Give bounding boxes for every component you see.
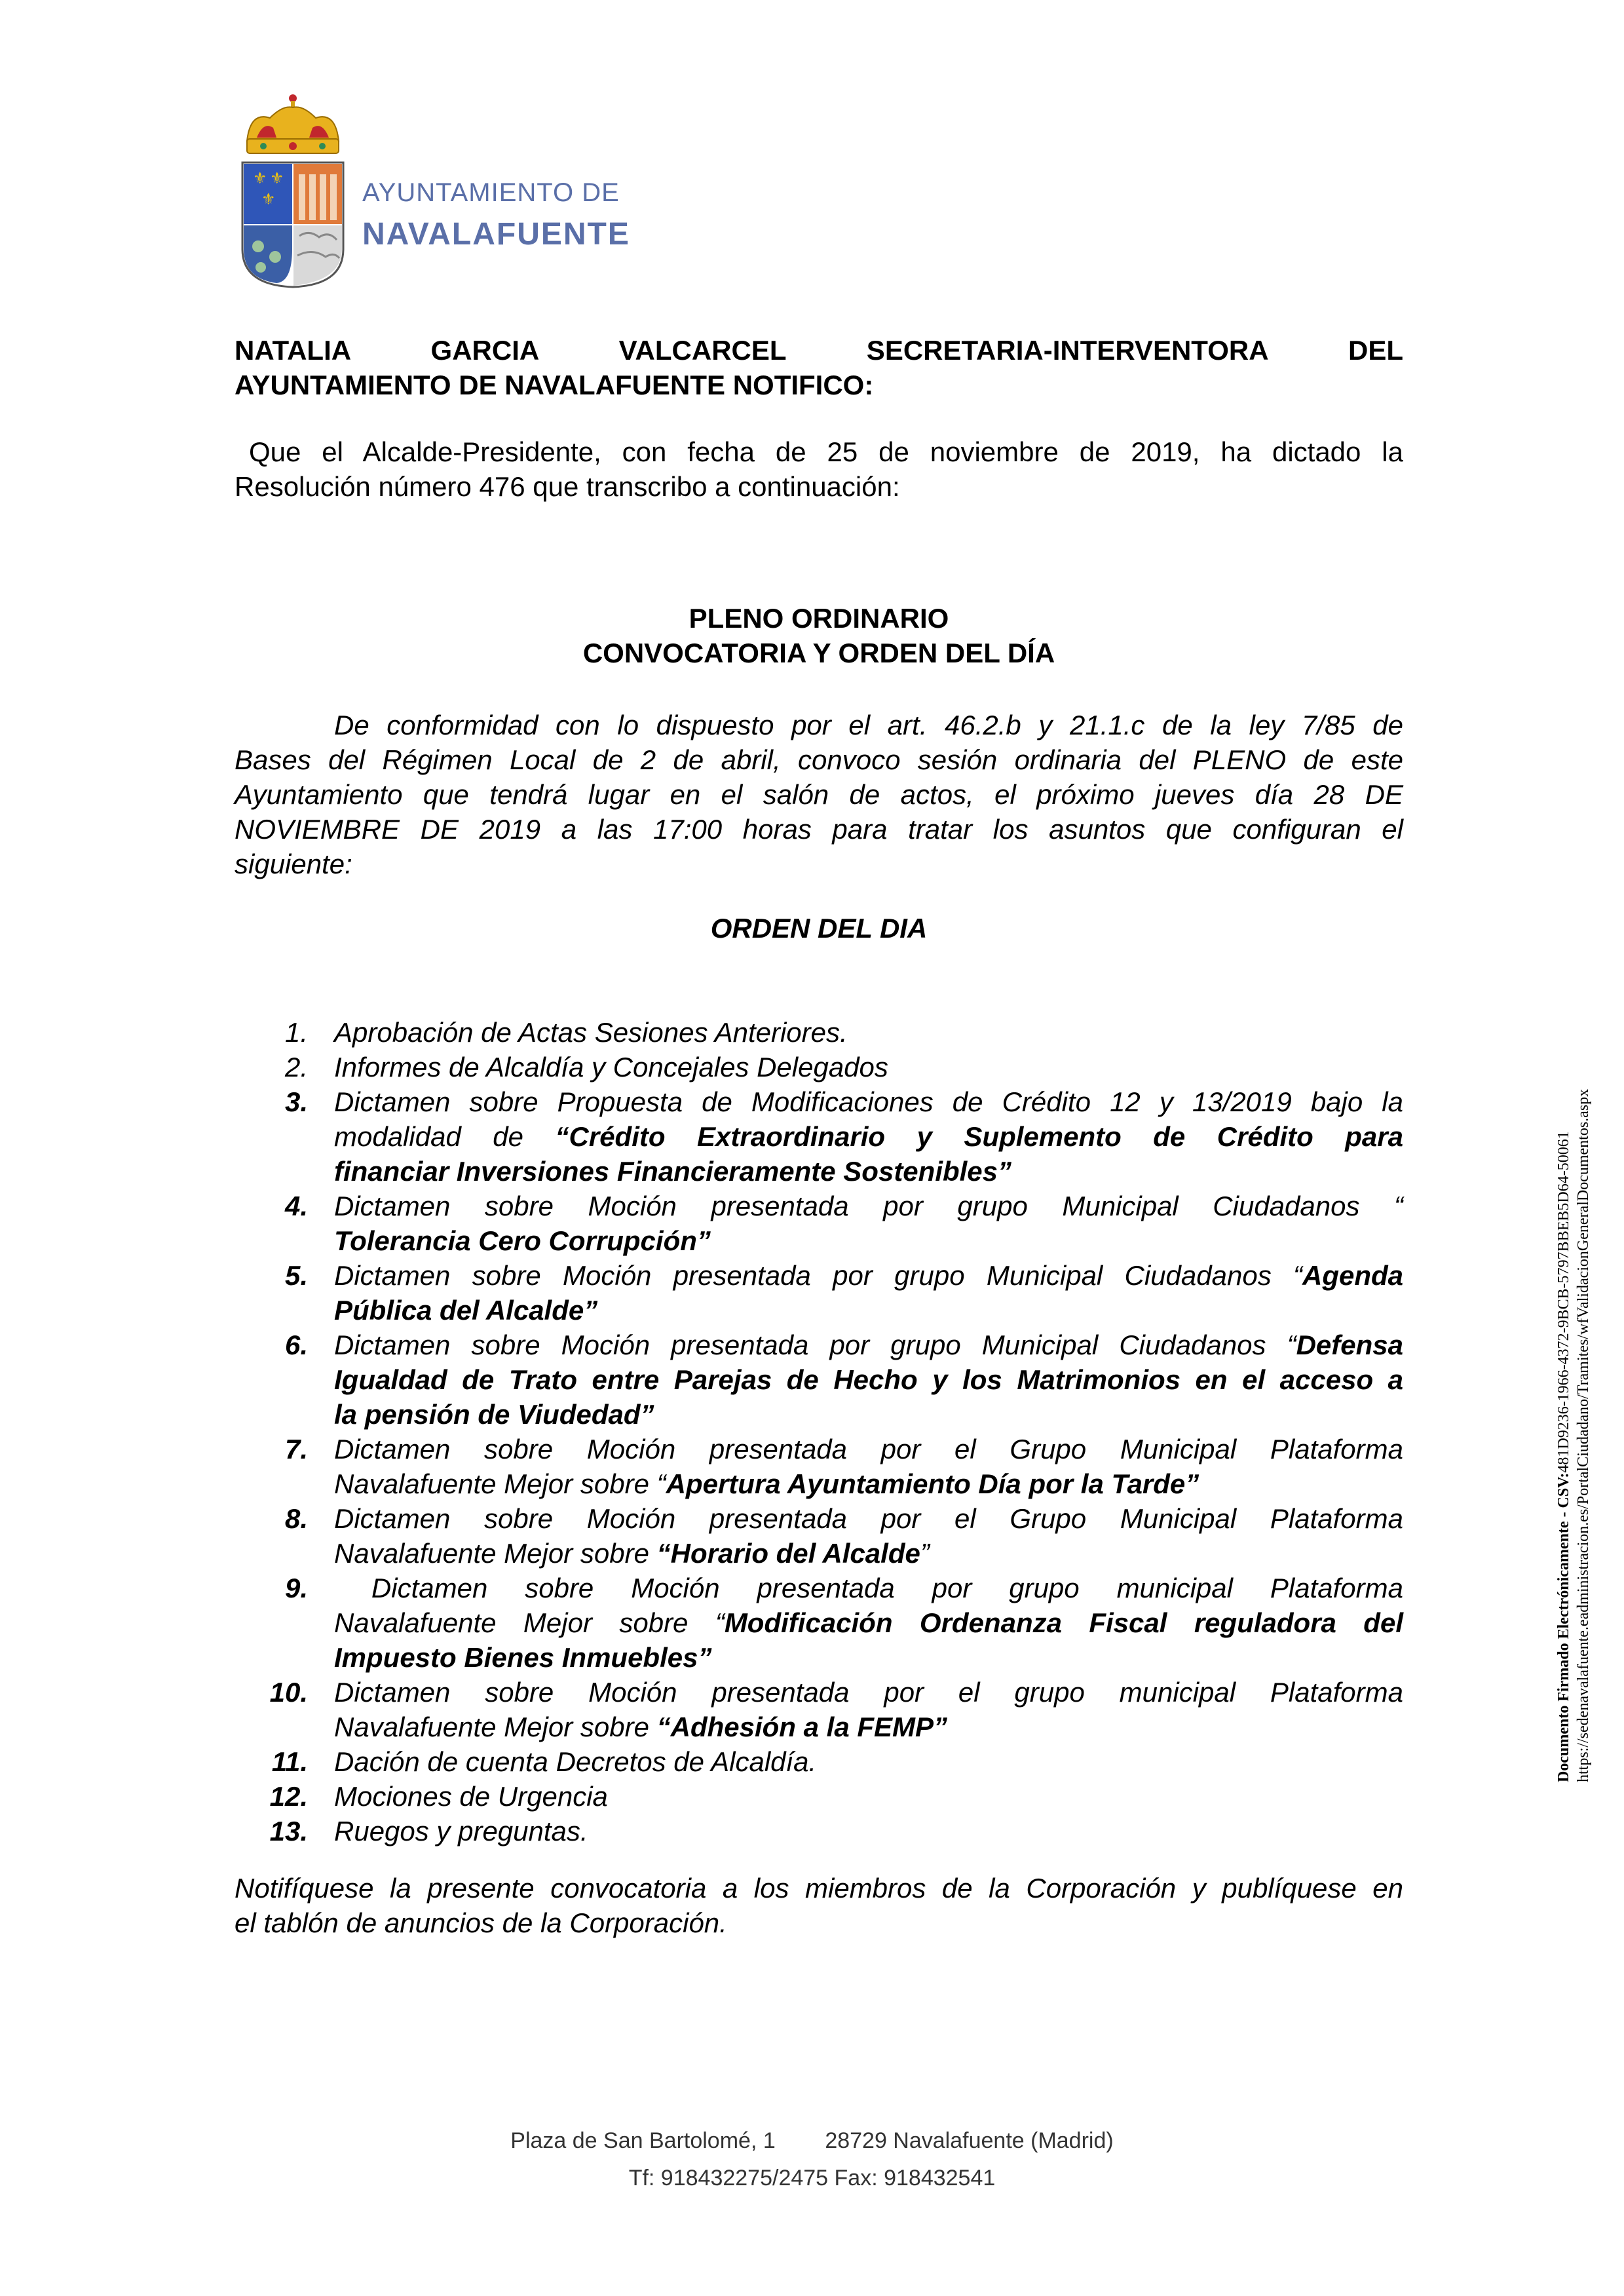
stamp-url: https://sedenavalafuente.eadministracion.es/PortalCiudadano/Tramites/wfValidacionGeneralDocumentos.aspx: [1575, 1088, 1592, 1782]
svg-text:⚜: ⚜: [270, 169, 284, 187]
item-text-plain: Navalafuente Mejor sobre “: [334, 1607, 725, 1638]
list-item: [235, 1501, 1403, 1536]
list-item-continuation: [235, 1536, 1403, 1571]
item-text-plain: Dictamen sobre Moción presentada por grupo Municipal Ciudadanos “: [334, 1260, 1302, 1291]
item-number: 11.: [271, 1746, 308, 1777]
item-text: Dación de cuenta Decretos de Alcaldía.: [334, 1746, 817, 1777]
item-text-bold: Pública del Alcalde”: [334, 1295, 598, 1326]
item-text-bold: Impuesto Bienes Inmuebles”: [334, 1642, 712, 1673]
item-text-bold: “Horario del Alcalde: [656, 1538, 920, 1569]
item-text: Dictamen sobre Moción presentada por grupo municipal Plataforma: [334, 1573, 1403, 1603]
item-text-bold: “Adhesión a la FEMP”: [656, 1712, 948, 1742]
list-item: [235, 1779, 1403, 1814]
item-text: Dictamen sobre Moción presentada por el Grupo Municipal Plataforma: [334, 1434, 1403, 1464]
list-item: [235, 1328, 1403, 1362]
item-number: 5.: [284, 1260, 308, 1291]
orden-del-dia-title: ORDEN DEL DIA: [710, 913, 928, 944]
stamp-label: Documento Firmado Electrónicamente - CSV:: [1555, 1472, 1572, 1782]
item-text: [334, 1710, 1403, 1744]
item-text-bold: financiar Inversiones Financieramente Sostenibles”: [334, 1156, 1012, 1187]
header-line-1: NATALIA GARCIA VALCARCEL SECRETARIA-INTERVENTORA DEL: [235, 335, 1403, 366]
list-item: [235, 1814, 1403, 1848]
list-item-continuation: [235, 1119, 1403, 1154]
conformidad-line-3: Ayuntamiento que tendrá lugar en el salón de actos, el próximo jueves día 28 DE: [235, 779, 1403, 810]
list-item-continuation: [235, 1640, 1403, 1675]
item-text-bold: Igualdad de Trato entre Parejas de Hecho y los Matrimonios en el acceso a: [334, 1364, 1403, 1395]
item-text: [334, 1605, 1403, 1640]
item-text-plain: Navalafuente Mejor sobre: [334, 1712, 657, 1742]
list-item-continuation: [235, 1154, 1403, 1189]
notificacion-line-1: Notifíquese la presente convocatoria a los miembros de la Corporación y publíquese en: [235, 1873, 1403, 1904]
intro-line-1: Que el Alcalde-Presidente, con fecha de 25 de noviembre de 2019, ha dictado la: [249, 436, 1403, 467]
item-text-bold: la pensión de Viudedad”: [334, 1399, 654, 1430]
title-convocatoria: CONVOCATORIA Y ORDEN DEL DÍA: [582, 638, 1055, 668]
conformidad-line-5: siguiente:: [235, 849, 352, 879]
intro-line-2: Resolución número 476 que transcribo a continuación:: [235, 471, 900, 502]
header-line-2: AYUNTAMIENTO DE NAVALAFUENTE NOTIFICO:: [235, 370, 874, 400]
item-text-plain: ”: [920, 1538, 930, 1569]
svg-text:⚜: ⚜: [261, 190, 276, 208]
item-text: Dictamen sobre Moción presentada por el grupo municipal Plataforma: [334, 1677, 1403, 1708]
list-item-continuation: [235, 1293, 1403, 1328]
list-item: [235, 1050, 1403, 1084]
conformidad-line-1: De conformidad con lo dispuesto por el art. 46.2.b y 21.1.c de la ley 7/85 de: [334, 710, 1403, 740]
item-number: 6.: [284, 1330, 308, 1360]
item-number: 10.: [269, 1677, 308, 1708]
logo-text-navalafuente: NAVALAFUENTE: [362, 217, 630, 252]
list-item: [235, 1084, 1403, 1119]
item-text: [334, 1119, 1403, 1154]
list-item-continuation: [235, 1466, 1403, 1501]
item-text: Aprobación de Actas Sesiones Anteriores.: [334, 1017, 848, 1048]
item-text: [334, 1328, 1403, 1362]
item-text-bold: Agenda: [1302, 1260, 1403, 1291]
footer-address: Plaza de San Bartolomé, 1 28729 Navalafuente (Madrid): [510, 2128, 1114, 2153]
notificacion-line-2: el tablón de anuncios de la Corporación.: [235, 1907, 727, 1938]
item-text: Mociones de Urgencia: [334, 1781, 608, 1812]
list-item-continuation: [235, 1362, 1403, 1397]
item-text: Informes de Alcaldía y Concejales Delegados: [334, 1052, 888, 1082]
item-number: 9.: [284, 1573, 308, 1603]
title-pleno-ordinario: PLENO ORDINARIO: [689, 603, 949, 634]
list-item-continuation: [235, 1223, 1403, 1258]
item-text-bold: Apertura Ayuntamiento Día por la Tarde”: [666, 1468, 1199, 1499]
list-item: [235, 1015, 1403, 1050]
item-text-bold: “Crédito Extraordinario y Suplemento de Crédito para: [555, 1121, 1403, 1152]
item-number: 7.: [284, 1434, 308, 1464]
item-text-plain: modalidad de: [334, 1121, 556, 1152]
item-number: 1.: [284, 1017, 308, 1048]
stamp-line-1: [1554, 904, 1574, 1782]
item-text: Dictamen sobre Moción presentada por el Grupo Municipal Plataforma: [334, 1503, 1403, 1534]
item-number: 12.: [269, 1781, 308, 1812]
conformidad-line-4: NOVIEMBRE DE 2019 a las 17:00 horas para tratar los asuntos que configuran el: [235, 814, 1403, 845]
item-text-bold: Modificación Ordenanza Fiscal reguladora del: [724, 1607, 1403, 1638]
item-number: 3.: [284, 1086, 308, 1117]
item-number: 2.: [284, 1052, 308, 1082]
list-item: [235, 1189, 1403, 1223]
item-number: 8.: [284, 1503, 308, 1534]
conformidad-paragraph: [235, 708, 1403, 881]
list-item-continuation: [235, 1710, 1403, 1744]
list-item: [235, 1258, 1403, 1293]
orden-del-dia-list: [235, 1015, 1403, 1848]
item-text: Dictamen sobre Propuesta de Modificaciones de Crédito 12 y 13/2019 bajo la: [334, 1086, 1403, 1117]
list-item: [235, 1432, 1403, 1466]
item-text-plain: Navalafuente Mejor sobre “: [334, 1468, 666, 1499]
notificacion-paragraph: [235, 1871, 1403, 1940]
footer-phone: Tf: 918432275/2475 Fax: 918432541: [628, 2166, 996, 2191]
item-number: 4.: [284, 1191, 308, 1221]
conformidad-line-2: Bases del Régimen Local de 2 de abril, convoco sesión ordinaria del PLENO de este: [235, 744, 1403, 775]
item-text: Dictamen sobre Moción presentada por grupo Municipal Ciudadanos “: [334, 1191, 1403, 1221]
item-text-plain: Dictamen sobre Moción presentada por grupo Municipal Ciudadanos “: [334, 1330, 1296, 1360]
logo-text-ayuntamiento: AYUNTAMIENTO DE: [362, 178, 620, 207]
list-item: [235, 1744, 1403, 1779]
crown-icon: [247, 94, 339, 153]
item-text: [334, 1466, 1403, 1501]
item-number: 13.: [269, 1816, 308, 1846]
list-item-continuation: [235, 1605, 1403, 1640]
item-text-bold: Defensa: [1296, 1330, 1403, 1360]
list-item-continuation: [235, 1397, 1403, 1432]
item-text-bold: Tolerancia Cero Corrupción”: [334, 1225, 711, 1256]
item-text: [334, 1258, 1403, 1293]
item-text: [334, 1536, 1403, 1571]
coat-of-arms-logo: [237, 92, 349, 288]
electronic-signature-stamp: [1554, 904, 1600, 1782]
item-text-plain: Navalafuente Mejor sobre: [334, 1538, 657, 1569]
stamp-csv: 481D9236-1966-4372-9BCB-5797BBEB5D64-50061: [1555, 1131, 1572, 1473]
list-item: [235, 1675, 1403, 1710]
item-text: Ruegos y preguntas.: [334, 1816, 588, 1846]
svg-text:⚜: ⚜: [253, 169, 267, 187]
list-item: [235, 1571, 1403, 1605]
